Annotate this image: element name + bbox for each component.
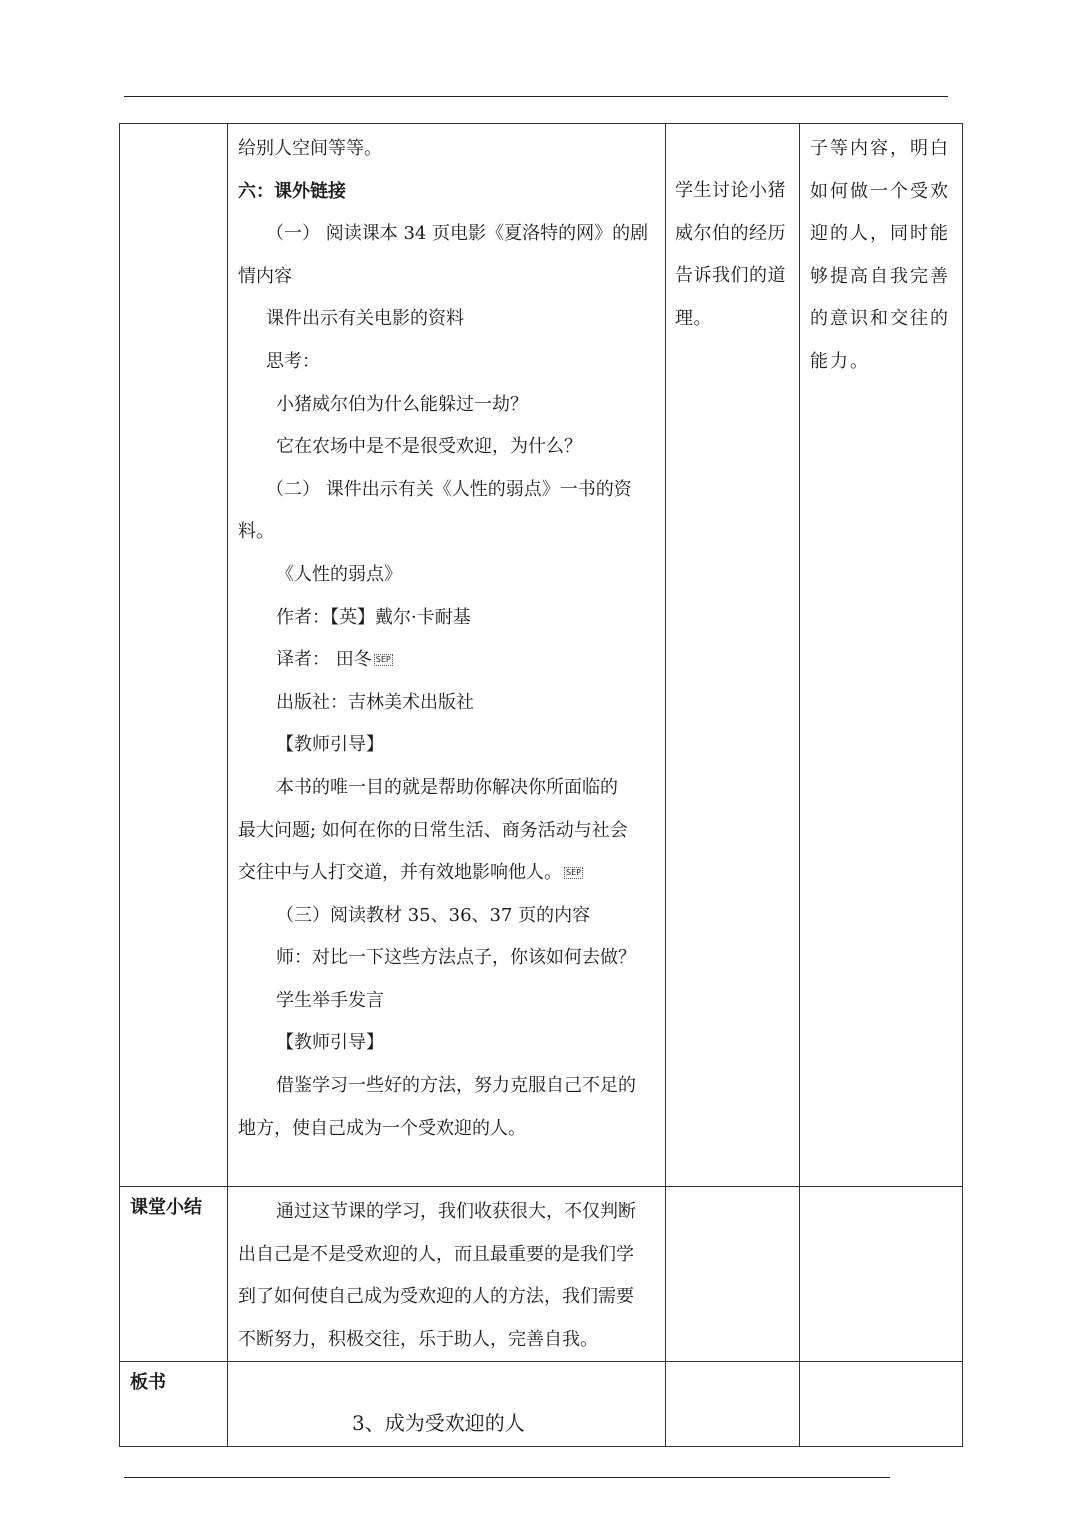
text-line — [238, 810, 657, 853]
activity-content — [228, 124, 665, 1150]
student-activity-text — [666, 124, 799, 340]
text-line — [238, 1234, 657, 1277]
board-label: 板书 — [130, 1372, 166, 1394]
text-line-content: 【教师引导】 — [276, 734, 384, 756]
text-line-content: 《人性的弱点》 — [276, 563, 402, 585]
text-line — [238, 597, 657, 640]
text-line-content: 交往中与人打交道，并有效地影响他人。 — [238, 862, 562, 884]
summary-empty-cell-4 — [800, 1187, 963, 1362]
activity-content-cell — [228, 124, 666, 1187]
lesson-plan-table — [119, 123, 963, 1447]
text-line — [238, 1319, 657, 1362]
table-row-board — [120, 1362, 963, 1447]
text-line-content: 到了如何使自己成为受欢迎的人的方法，我们需要 — [238, 1286, 634, 1308]
text-line-content: 【教师引导】 — [276, 1032, 384, 1054]
text-line-content: 给别人空间等等。 — [238, 138, 382, 159]
text-line: 威尔伯的经历 — [675, 222, 786, 244]
board-label-cell — [120, 1362, 228, 1447]
table-row-summary — [120, 1187, 963, 1362]
text-line — [238, 469, 657, 512]
text-line: 告诉我们的道 — [675, 265, 786, 287]
text-line-content: 译者： 田冬 — [276, 649, 372, 671]
text-line-content: 课件出示有关电影的资料 — [266, 308, 464, 330]
text-line-content: 作者：【英】戴尔·卡耐基 — [276, 606, 471, 628]
text-line-content: 学生举手发言 — [276, 989, 384, 1011]
design-intent-cell — [800, 124, 963, 1187]
text-line-content: 借鉴学习一些好的方法，努力克服自己不足的 — [276, 1075, 636, 1097]
text-line: 能力。 — [810, 350, 870, 372]
text-line — [238, 213, 657, 256]
text-line: 子等内容，明白 — [810, 138, 950, 159]
text-line-content: 师：对比一下这些方法点子，你该如何去做？ — [276, 947, 636, 969]
text-line — [238, 767, 657, 810]
text-line — [238, 1191, 657, 1234]
text-line — [238, 1065, 657, 1108]
text-line — [238, 1276, 657, 1319]
text-line — [238, 852, 657, 895]
text-line-content: 料。 — [238, 521, 274, 543]
text-line-content: 思考： — [266, 350, 320, 372]
text-line-content: 小猪威尔伯为什么能躲过一劫？ — [276, 393, 528, 415]
board-content-cell — [228, 1362, 666, 1447]
text-line: 的意识和交往的 — [810, 308, 950, 330]
header-rule — [124, 96, 948, 97]
text-line — [238, 341, 657, 384]
board-empty-cell-3 — [666, 1362, 800, 1447]
text-line: 够提高自我完善 — [810, 265, 950, 287]
row-label-cell-empty — [120, 124, 228, 1187]
design-intent-text — [800, 124, 962, 384]
summary-label-cell — [120, 1187, 228, 1362]
text-line: 学生讨论小猪 — [675, 180, 786, 201]
text-line — [238, 256, 657, 299]
sep-marker-icon: SEP — [566, 868, 581, 878]
text-line-content: 本书的唯一目的就是帮助你解决你所面临的 — [276, 776, 618, 798]
summary-label: 课堂小结 — [130, 1197, 202, 1218]
board-empty-cell-4 — [800, 1362, 963, 1447]
text-line-content: 出版社：吉林美术出版社 — [276, 691, 474, 713]
text-line-content: （三）阅读教材 35、36、37 页的内容 — [276, 904, 591, 926]
text-line: 如何做一个受欢 — [810, 180, 950, 202]
board-title: 3、成为受欢迎的人 — [352, 1411, 525, 1436]
text-line — [238, 171, 657, 214]
text-line — [238, 639, 657, 682]
text-line — [238, 554, 657, 597]
text-line — [238, 511, 657, 554]
text-line-content: 出自己是不是受欢迎的人，而且最重要的是我们学 — [238, 1243, 634, 1265]
text-line — [238, 724, 657, 767]
text-line-content: （二） 课件出示有关《人性的弱点》一书的资 — [266, 478, 632, 500]
text-line: 迎的人，同时能 — [810, 223, 950, 245]
text-line — [238, 298, 657, 341]
text-line-content: （一） 阅读课本 34 页电影《夏洛特的网》的剧 — [266, 223, 649, 245]
text-line — [238, 980, 657, 1023]
text-line — [238, 682, 657, 725]
table-row-activity — [120, 124, 963, 1187]
summary-empty-cell-3 — [666, 1187, 800, 1362]
summary-text — [228, 1187, 665, 1361]
text-line — [238, 895, 657, 938]
text-line — [238, 426, 657, 469]
text-line-content: 它在农场中是不是很受欢迎，为什么？ — [276, 436, 582, 458]
text-line-content: 不断努力，积极交往，乐于助人，完善自我。 — [238, 1328, 598, 1350]
text-line-content: 最大问题; 如何在你的日常生活、商务活动与社会 — [238, 819, 628, 841]
text-line — [238, 1022, 657, 1065]
text-line-content: 六：课外链接 — [238, 180, 346, 202]
text-line — [238, 128, 657, 171]
sep-marker-icon: SEP — [375, 655, 391, 665]
student-activity-cell — [666, 124, 800, 1187]
text-line: 理。 — [675, 307, 712, 329]
text-line — [238, 384, 657, 427]
text-line — [238, 937, 657, 980]
text-line-content: 情内容 — [238, 265, 292, 287]
summary-content-cell — [228, 1187, 666, 1362]
text-line — [238, 1108, 657, 1151]
text-line-content: 通过这节课的学习，我们收获很大，不仅判断 — [276, 1201, 636, 1222]
text-line-content: 地方，使自己成为一个受欢迎的人。 — [238, 1117, 526, 1139]
footer-rule — [124, 1477, 890, 1478]
